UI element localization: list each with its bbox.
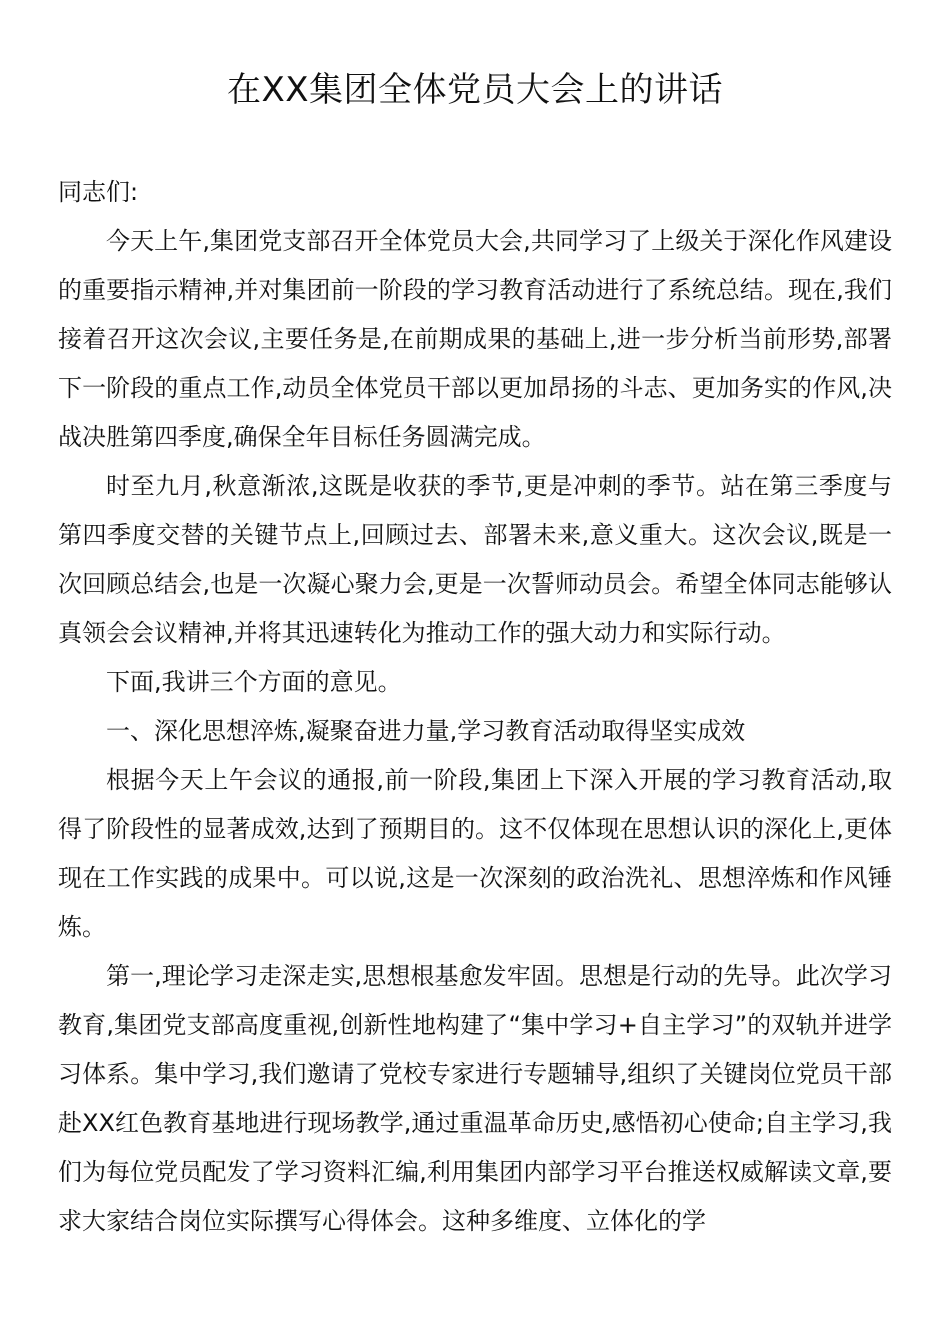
document-title: 在XX集团全体党员大会上的讲话: [226, 70, 724, 110]
document-body: [58, 168, 892, 1246]
paragraph-context: 时至九月,秋意渐浓,这既是收获的季节,更是冲刺的季节。站在第三季度与第四季度交替的关键节点上,回顾过去、部署未来,意义重大。这次会议,既是一次回顾总结会,也是一次凝心聚力会,更是一次誓师动员会。希望全体同志能够认真领会会议精神,并将其迅速转化为推动工作的强大动力和实际行动。: [58, 472, 892, 647]
section-heading-1: 一、深化思想淬炼,凝聚奋进力量,学习教育活动取得坚实成效: [106, 717, 746, 745]
paragraph-outline: 下面,我讲三个方面的意见。: [106, 668, 402, 696]
paragraph-point-1: 第一,理论学习走深走实,思想根基愈发牢固。思想是行动的先导。此次学习教育,集团党支部高度重视,创新性地构建了“集中学习+自主学习”的双轨并进学习体系。集中学习,我们邀请了党校专家进行专题辅导,组织了关键岗位党员干部赴XX红色教育基地进行现场教学,通过重温革命历史,感悟初心使命;自主学习,我们为每位党员配发了学习资料汇编,利用集团内部学习平台推送权威解读文章,要求大家结合岗位实际撰写心得体会。这种多维度、立体化的学: [58, 962, 892, 1235]
salutation: 同志们:: [58, 178, 139, 206]
paragraph-intro: 今天上午,集团党支部召开全体党员大会,共同学习了上级关于深化作风建设的重要指示精神,并对集团前一阶段的学习教育活动进行了系统总结。现在,我们接着召开这次会议,主要任务是,在前期成果的基础上,进一步分析当前形势,部署下一阶段的重点工作,动员全体党员干部以更加昂扬的斗志、更加务实的作风,决战决胜第四季度,确保全年目标任务圆满完成。: [58, 227, 892, 451]
paragraph-section-1-summary: 根据今天上午会议的通报,前一阶段,集团上下深入开展的学习教育活动,取得了阶段性的显著成效,达到了预期目的。这不仅体现在思想认识的深化上,更体现在工作实践的成果中。可以说,这是一次深刻的政治洗礼、思想淬炼和作风锤炼。: [58, 766, 892, 941]
